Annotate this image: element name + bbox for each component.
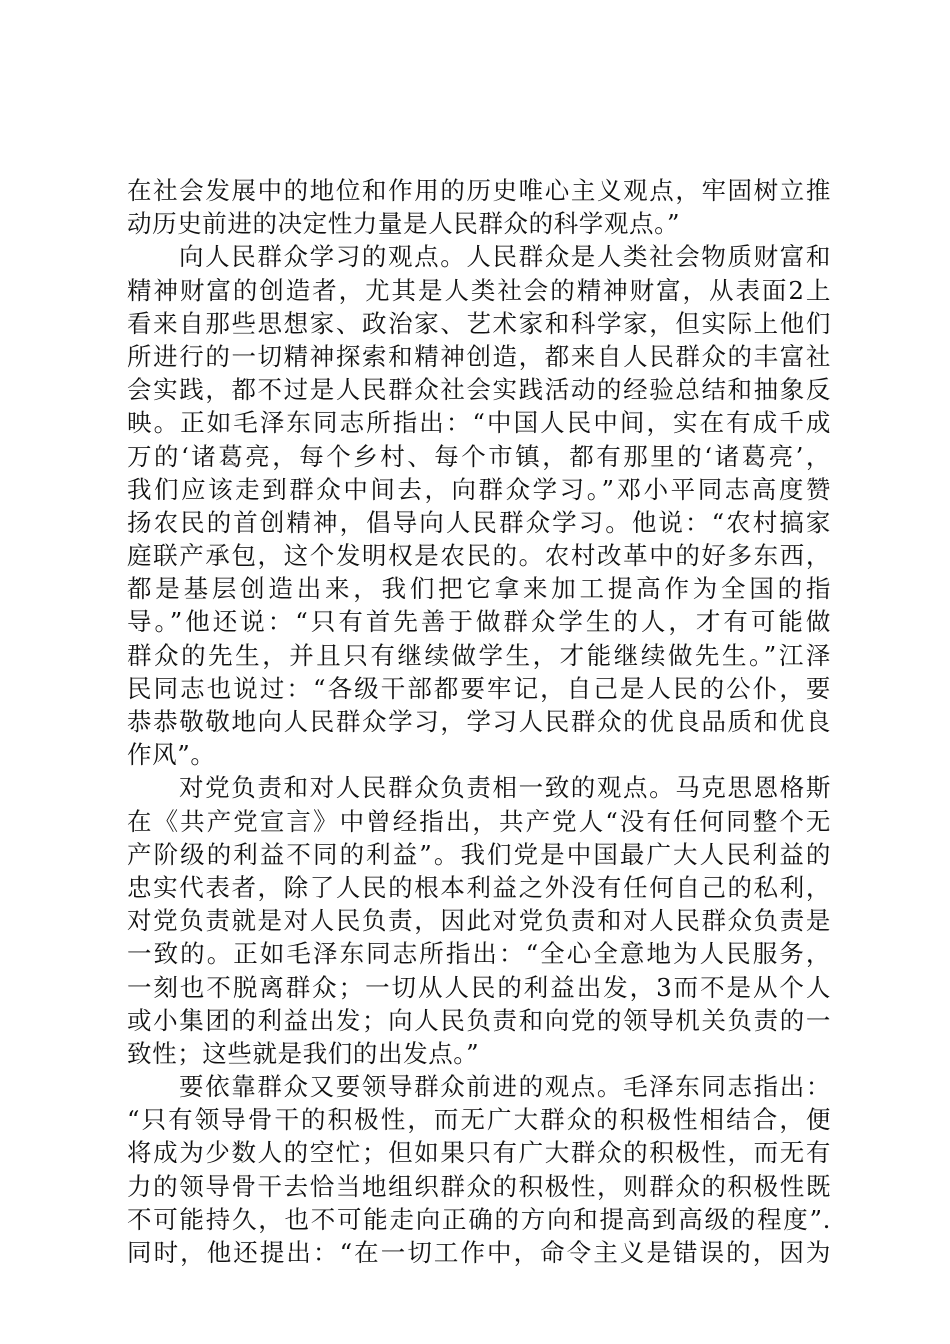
text-line: 所进行的一切精神探索和精神创造，都来自人民群众的丰富社 [127,341,831,371]
text-line: 一致的。正如毛泽东同志所指出：“全心全意地为人民服务， [127,939,831,969]
text-line: 会实践，都不过是人民群众社会实践活动的经验总结和抽象反 [127,375,831,405]
text-line: 映。正如毛泽东同志所指出：“中国人民中间，实在有成千成 [127,408,831,438]
text-line: 作风”。 [127,740,216,770]
text-line: 群众的先生，并且只有继续做学生，才能继续做先生。”江泽 [127,640,831,670]
text-line: 庭联产承包，这个发明权是农民的。农村改革中的好多东西， [127,541,831,571]
text-line: 向人民群众学习的观点。人民群众是人类社会物质财富和 [179,242,831,272]
text-line: 同时，他还提出：“在一切工作中，命令主义是错误的，因为 [127,1238,831,1267]
body-text [127,174,831,1269]
text-line: 致性；这些就是我们的出发点。” [127,1038,480,1068]
text-line: 动历史前进的决定性力量是人民群众的科学观点。” [127,209,681,239]
text-line: 对党负责和对人民群众负责相一致的观点。马克思恩格斯 [179,773,831,803]
text-line: 民同志也说过：“各级干部都要牢记，自己是人民的公仆，要 [127,673,831,703]
text-line: 对党负责就是对人民负责，因此对党负责和对人民群众负责是 [127,906,831,936]
text-line: 或小集团的利益出发；向人民负责和向党的领导机关负责的一 [127,1005,831,1035]
text-line: 力的领导骨干去恰当地组织群众的积极性，则群众的积极性既 [127,1171,831,1201]
text-line: 在《共产党宣言》中曾经指出，共产党人“没有任何同整个无 [127,806,831,836]
text-line: “只有领导骨干的积极性，而无广大群众的积极性相结合，便 [127,1105,831,1135]
text-line: 一刻也不脱离群众；一切从人民的利益出发，3而不是从个人 [127,972,831,1002]
text-line: 恭恭敬敬地向人民群众学习，学习人民群众的优良品质和优良 [127,707,831,736]
text-line: 忠实代表者，除了人民的根本利益之外没有任何自己的私利， [127,872,831,902]
text-line: 产阶级的利益不同的利益”。我们党是中国最广大人民利益的 [127,839,831,869]
text-line: 将成为少数人的空忙；但如果只有广大群众的积极性，而无有 [127,1138,831,1168]
text-line: 看来自那些思想家、政治家、艺术家和科学家，但实际上他们 [127,308,831,338]
text-line: 精神财富的创造者，尤其是人类社会的精神财富，从表面2上 [127,275,831,305]
text-line: 要依靠群众又要领导群众前进的观点。毛泽东同志指出： [179,1072,831,1102]
text-line: 导。”他还说：“只有首先善于做群众学生的人，才有可能做 [127,607,831,637]
text-line: 扬农民的首创精神，倡导向人民群众学习。他说：“农村搞家 [127,507,831,537]
text-line: 都是基层创造出来，我们把它拿来加工提高作为全国的指 [127,574,831,604]
text-line: 不可能持久，也不可能走向正确的方向和提高到高级的程度”. [127,1204,831,1234]
text-line: 我们应该走到群众中间去，向群众学习。”邓小平同志高度赞 [127,474,831,504]
text-line: 万的‘诸葛亮，每个乡村、每个市镇，都有那里的‘诸葛亮’， [127,441,831,471]
text-line: 在社会发展中的地位和作用的历史唯心主义观点，牢固树立推 [127,176,831,205]
